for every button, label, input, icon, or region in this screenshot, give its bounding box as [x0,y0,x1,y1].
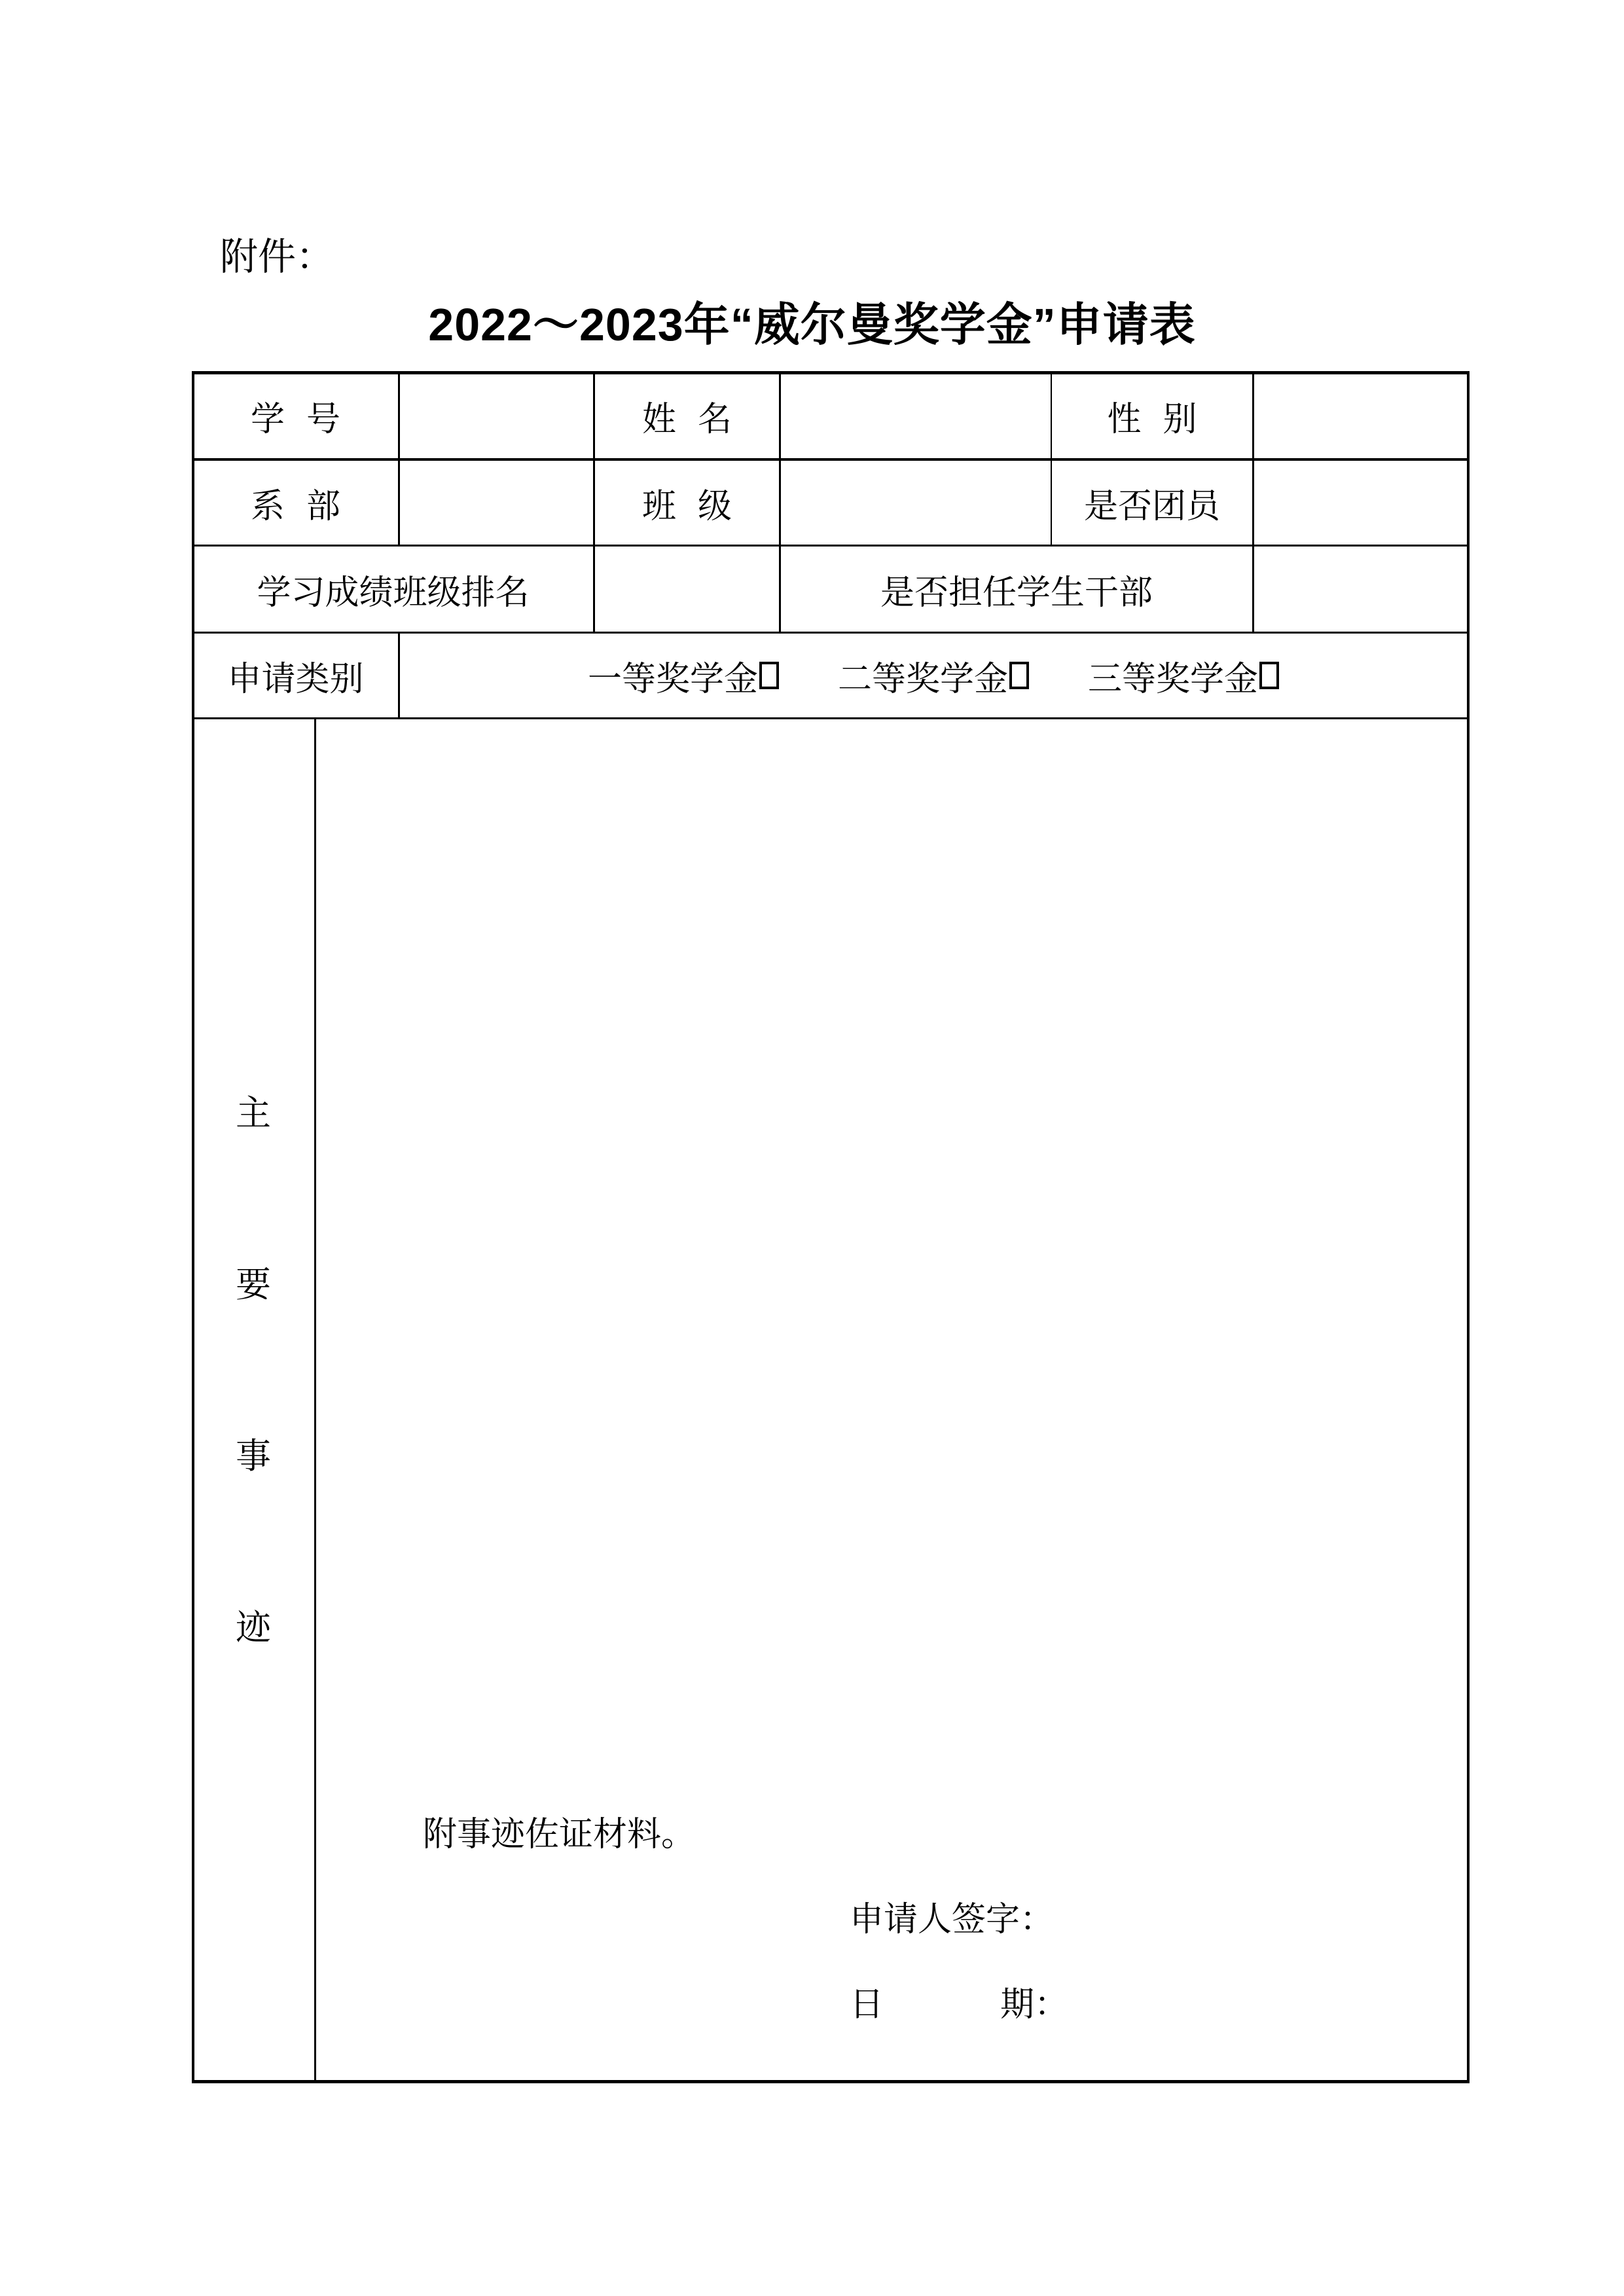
option-label: 一等奖学金 [587,659,758,699]
achievements-field[interactable] [317,720,1466,1767]
achievements-label-char: 主 [236,1092,271,1134]
gender-field[interactable] [1254,373,1467,459]
checkbox-icon[interactable] [759,662,779,689]
page-title: 2022～2023年“威尔曼奖学金”申请表 [428,299,1196,350]
row-divider [192,717,1470,719]
option-first-prize[interactable] [588,651,779,700]
department-field[interactable] [400,460,593,545]
class-field[interactable] [781,460,1051,545]
league-member-label: 是否团员 [1083,486,1220,526]
category-label: 申请类别 [227,659,364,699]
achievements-label-char: 事 [236,1435,271,1477]
table-border-bottom [192,2080,1470,2083]
supporting-materials-note: 附事迹佐证材料。 [423,1815,696,1854]
option-third-prize[interactable] [1088,651,1279,700]
class-rank-label: 学习成绩班级排名 [257,573,530,613]
gender-label: 性 别 [1107,400,1197,439]
achievements-label-char: 迹 [236,1607,271,1648]
signature-label: 申请人签字： [850,1900,1055,1939]
date-label-right: 期： [1000,1985,1069,2024]
checkbox-icon[interactable] [1259,662,1279,689]
option-label: 二等奖学金 [837,659,1008,699]
student-cadre-label: 是否担任学生干部 [880,573,1153,613]
achievements-label-char: 要 [236,1264,271,1305]
student-id-label: 学 号 [250,400,341,439]
class-label: 班 级 [641,486,732,526]
option-label: 三等奖学金 [1088,659,1259,699]
option-second-prize[interactable] [838,651,1029,700]
name-field[interactable] [781,373,1051,459]
department-label: 系 部 [250,486,341,526]
class-rank-field[interactable] [595,547,779,632]
date-label-left: 日 [850,1985,884,2024]
category-options [400,634,1467,717]
student-cadre-field[interactable] [1254,547,1467,632]
checkbox-icon[interactable] [1009,662,1029,689]
name-label: 姓 名 [641,400,732,439]
table-border-right [1467,371,1470,2083]
col-divider [314,718,316,2081]
attachment-label: 附件： [220,234,334,279]
league-member-field[interactable] [1254,460,1467,545]
student-id-field[interactable] [400,373,593,459]
